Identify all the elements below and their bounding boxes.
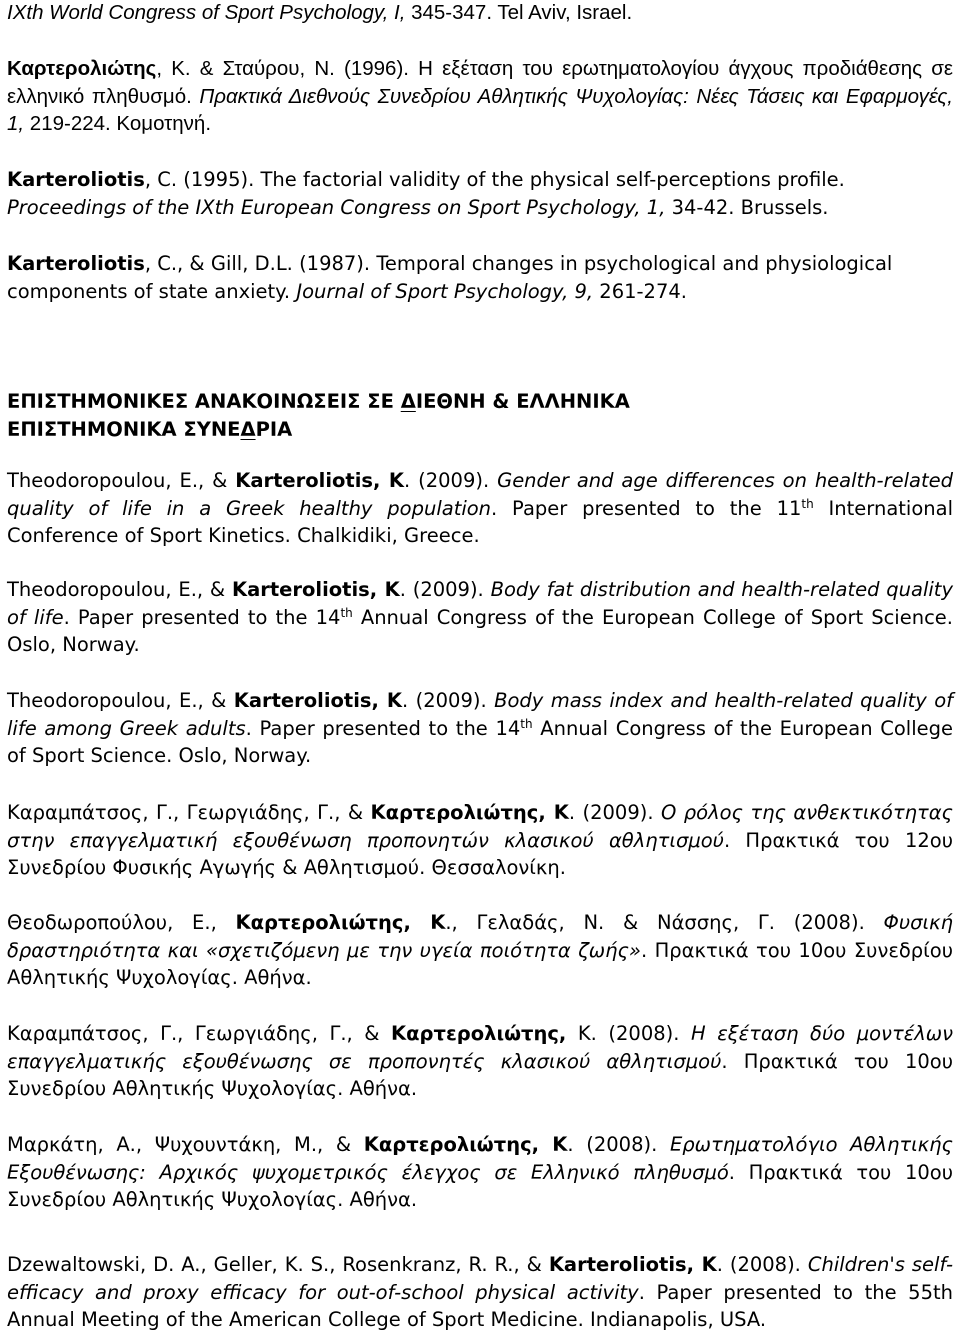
reference-year: . (2009).: [402, 689, 495, 712]
ordinal-suffix: th: [340, 605, 353, 620]
conference-entry: [7, 799, 953, 882]
highlighted-author: Καρτερολιώτης, Κ: [363, 1133, 568, 1156]
ordinal-suffix: th: [801, 496, 814, 511]
reference-tail: . Paper presented to the 55th Annual Meeting of the American College of Sport Medicine. Indianapolis, USA.: [7, 1280, 953, 1331]
venue-title: IXth World Congress of Sport Psychology, I,: [7, 1, 406, 24]
reference-year: . (2008).: [716, 1253, 808, 1276]
reference-tail: Annual Congress of the European College of Sport Science. Oslo, Norway.: [7, 605, 954, 656]
reference-continuation: [7, 0, 953, 27]
reference-entry: [7, 166, 953, 221]
section-heading: [7, 388, 953, 443]
conference-entry: [7, 1020, 953, 1103]
reference-tail: 219-224. Κομοτηνή.: [24, 112, 212, 135]
conference-entry: [7, 1251, 953, 1334]
heading-text: ΙΕΘΝΗ & ΕΛΛΗΝΙΚΑ: [415, 390, 630, 413]
venue-title: Journal of Sport Psychology, 9,: [296, 279, 594, 303]
highlighted-author: Καρτερολιώτης: [7, 57, 157, 80]
reference-authors: Theodoropoulou, E., &: [7, 578, 232, 601]
reference-tail: . Πρακτικά του 10ου Συνεδρίου Αθλητικής Ψυχολογίας. Αθήνα.: [7, 938, 953, 989]
venue-title: Πρακτικά Διεθνούς Συνεδρίου Αθλητικής Ψυχολογίας: Νέες Τάσεις και Εφαρμογές, 1,: [7, 84, 953, 135]
conference-entry: [7, 467, 953, 550]
reference-entry: [7, 55, 953, 138]
highlighted-author: Karteroliotis, K: [235, 469, 405, 492]
reference-year: ., Γελαδάς, Ν. & Νάσσης, Γ. (2008).: [445, 911, 884, 934]
highlighted-author: Karteroliotis, K: [233, 689, 403, 712]
highlighted-author: Καρτερολιώτης,: [391, 1022, 567, 1045]
reference-tail: 345-347. Tel Aviv, Israel.: [405, 1, 633, 24]
reference-tail: . Πρακτικά του 10ου Συνεδρίου Αθλητικής Ψυχολογίας. Αθήνα.: [7, 1049, 953, 1100]
highlighted-author: Karteroliotis, K: [548, 1253, 717, 1276]
reference-tail: Annual Congress of the European College of Sport Science. Oslo, Norway.: [7, 716, 953, 767]
reference-tail: . Πρακτικά του 12ου Συνεδρίου Φυσικής Αγωγής & Αθλητισμού. Θεσσαλονίκη.: [7, 828, 953, 879]
reference-year: . (2009).: [399, 578, 491, 601]
paper-title: Body fat distribution and health-related quality of life: [7, 578, 953, 629]
reference-year: . (2009).: [404, 469, 498, 492]
reference-year: . (2009).: [568, 801, 661, 824]
highlighted-author: Karteroliotis, K: [231, 578, 400, 601]
reference-year: . (2008).: [567, 1133, 670, 1156]
reference-tail: International Conference of Sport Kinetics. Chalkidiki, Greece.: [7, 496, 954, 547]
highlighted-author: Καρτερολιώτης, Κ: [235, 911, 446, 934]
highlighted-author: Karteroliotis: [7, 168, 145, 191]
paper-title: Body mass index and health-related quality of life among Greek adults: [7, 689, 953, 740]
reference-authors: Theodoropoulou, E., &: [7, 469, 236, 492]
reference-authors: Dzewaltowski, D. A., Geller, K. S., Rosenkranz, R. R., &: [7, 1253, 549, 1276]
reference-authors: Καραμπάτσος, Γ., Γεωργιάδης, Γ., &: [7, 801, 371, 824]
heading-underlined-letter: Δ: [240, 417, 256, 441]
paper-title: Φυσική δραστηριότητα και «σχετιζόμενη με την υγεία ποιότητα ζωής»: [7, 911, 953, 962]
reference-tail: 34-42. Brussels.: [665, 195, 829, 219]
reference-authors: , Κ. & Σταύρου, Ν. (1996). Η εξέταση του ερωτηματολογίου άγχους προδιάθεσης σε ελληνικό πληθυσμό.: [7, 57, 953, 108]
reference-tail: . Paper presented to the 14: [63, 605, 341, 629]
paper-title: Ο ρόλος της ανθεκτικότητας στην επαγγελματική εξουθένωση προπονητών κλασικού αθλητισμού: [7, 801, 953, 852]
conference-entry: [7, 687, 953, 770]
reference-tail: 261-274.: [593, 279, 687, 303]
reference-authors: Theodoropoulou, E., &: [7, 689, 234, 712]
paper-title: Gender and age differences on health-related quality of life in a Greek healthy population: [7, 469, 953, 520]
conference-entry: [7, 576, 953, 659]
reference-entry: [7, 250, 953, 305]
reference-authors: Θεοδωροπούλου, Ε.,: [7, 911, 236, 934]
reference-authors: , C. (1995). The factorial validity of the physical self-perceptions profile.: [144, 168, 845, 191]
reference-authors: Καραμπάτσος, Γ., Γεωργιάδης, Γ., &: [7, 1022, 392, 1045]
highlighted-author: Καρτερολιώτης, Κ: [370, 801, 569, 824]
conference-entry: [7, 909, 953, 992]
heading-underlined-letter: Δ: [400, 390, 416, 413]
reference-tail: . Paper presented to the 14: [245, 716, 521, 740]
reference-tail: . Paper presented to the 11: [491, 496, 802, 520]
reference-authors: , C., & Gill, D.L. (1987). Temporal changes in psychological and physiological components of state anxiety.: [7, 252, 893, 303]
paper-title: Children's self-efficacy and proxy efficacy for out-of-school physical activity: [7, 1253, 954, 1304]
heading-text: ΕΠΙΣΤΗΜΟΝΙΚΕΣ ΑΝΑΚΟΙΝΩΣΕΙΣ ΣΕ: [7, 390, 401, 413]
ordinal-suffix: th: [520, 716, 533, 731]
reference-authors: Μαρκάτη, Α., Ψυχουντάκη, Μ., &: [7, 1133, 364, 1156]
reference-year: Κ. (2008).: [566, 1022, 692, 1045]
reference-tail: . Πρακτικά του 10ου Συνεδρίου Αθλητικής Ψυχολογίας. Αθήνα.: [7, 1160, 953, 1211]
heading-text: ΡΙΑ: [255, 417, 293, 441]
venue-title: Proceedings of the IXth European Congress on Sport Psychology, 1,: [7, 195, 666, 219]
highlighted-author: Karteroliotis: [7, 252, 145, 275]
heading-text: ΕΠΙΣΤΗΜΟΝΙΚΑ ΣΥΝΕ: [7, 417, 241, 441]
paper-title: Ερωτηματολόγιο Αθλητικής Εξουθένωσης: Αρχικός ψυχομετρικός έλεγχος σε Ελληνικό πληθυσμό: [7, 1133, 953, 1184]
conference-entry: [7, 1131, 953, 1214]
paper-title: Η εξέταση δύο μοντέλων επαγγελματικής εξουθένωσης σε προπονητές κλασικού αθλητισμού: [7, 1022, 953, 1073]
